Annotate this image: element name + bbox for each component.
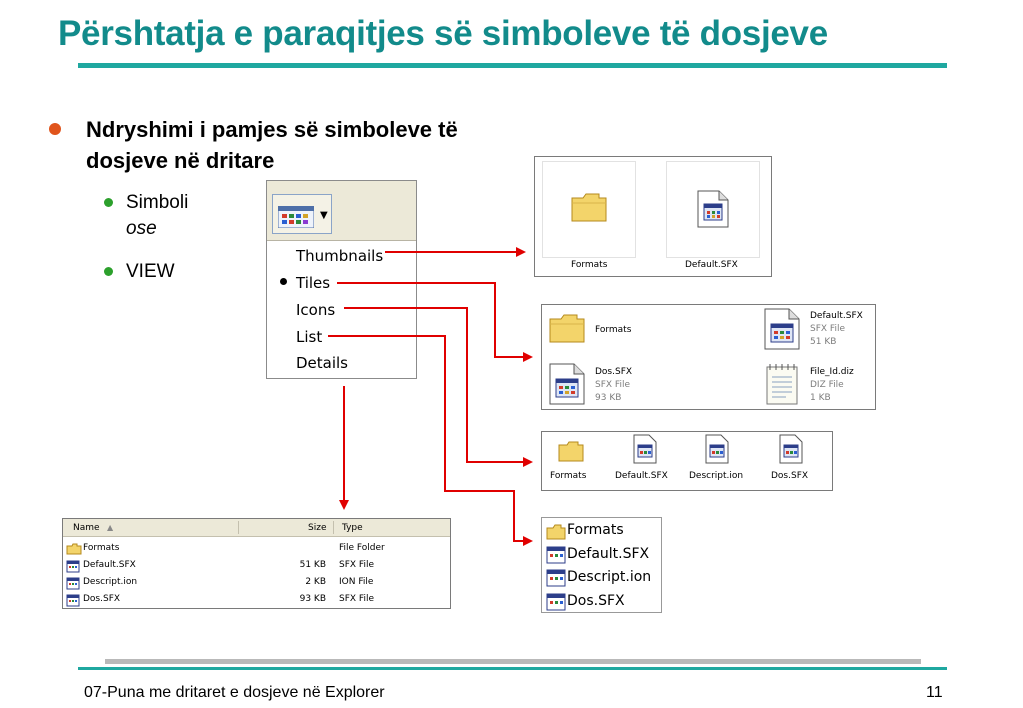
row-type: File Folder: [339, 543, 385, 553]
row-size: 2 KB: [305, 577, 326, 587]
column-header-name[interactable]: Name: [73, 523, 100, 533]
row-name: Dos.SFX: [83, 594, 121, 604]
footer-rule-teal: [78, 667, 947, 670]
menu-item-icons[interactable]: Icons: [296, 301, 336, 319]
menu-item-thumbnails[interactable]: Thumbnails: [296, 247, 384, 265]
tile-name: Formats: [595, 325, 632, 335]
icon-label: Dos.SFX: [771, 471, 809, 481]
tile-size: 93 KB: [595, 393, 622, 403]
arrow-icons: [344, 308, 531, 462]
column-header-size[interactable]: Size: [308, 523, 327, 533]
arrow-tiles: [337, 283, 531, 357]
row-type: SFX File: [339, 594, 374, 604]
main-bullet-text: Ndryshimi i pamjes së simboleve të dosjeve në dritare: [86, 117, 458, 173]
sort-ascending-icon: ▲: [107, 523, 114, 532]
tile-type: SFX File: [810, 324, 845, 334]
row-size: 93 KB: [299, 594, 326, 604]
tile-size: 1 KB: [810, 393, 831, 403]
list-item[interactable]: Formats: [567, 522, 624, 538]
thumbnail-label: Formats: [571, 260, 608, 270]
slide-title: Përshtatja e paraqitjes së simboleve të dosjeve: [58, 14, 828, 53]
icon-label: Default.SFX: [615, 471, 668, 481]
row-name: Descript.ion: [83, 577, 138, 587]
tile-name: Dos.SFX: [595, 367, 633, 377]
menu-item-tiles[interactable]: Tiles: [296, 274, 331, 292]
tile-type: DIZ File: [810, 380, 844, 390]
tile-type: SFX File: [595, 380, 630, 390]
list-item[interactable]: Dos.SFX: [567, 593, 625, 609]
sub-bullet-text: Simboli: [126, 192, 189, 213]
icon-label: Descript.ion: [689, 471, 744, 481]
page-number: 11: [926, 684, 943, 701]
column-header-type[interactable]: Type: [342, 523, 363, 533]
row-name: Formats: [83, 543, 120, 553]
list-item[interactable]: Default.SFX: [567, 546, 650, 562]
arrow-list: [328, 336, 531, 541]
row-type: SFX File: [339, 560, 374, 570]
tile-size: 51 KB: [810, 337, 837, 347]
row-name: Default.SFX: [83, 560, 136, 570]
footer-caption: 07-Puna me dritaret e dosjeve në Explorer: [84, 684, 385, 701]
icon-label: Formats: [550, 471, 587, 481]
list-item[interactable]: Descript.ion: [567, 569, 652, 585]
tile-name: Default.SFX: [810, 311, 863, 321]
thumbnail-label: Default.SFX: [685, 260, 738, 270]
row-size: 51 KB: [299, 560, 326, 570]
sub-bullet-text: VIEW: [126, 261, 175, 282]
chevron-down-icon: ▼: [320, 210, 328, 221]
footer-rule-grey: [105, 659, 921, 664]
menu-item-list[interactable]: List: [296, 328, 323, 346]
tile-name: File_Id.diz: [810, 367, 854, 377]
sub-bullet-italic: ose: [126, 218, 157, 239]
menu-item-details[interactable]: Details: [296, 354, 349, 372]
row-type: ION File: [339, 577, 374, 587]
